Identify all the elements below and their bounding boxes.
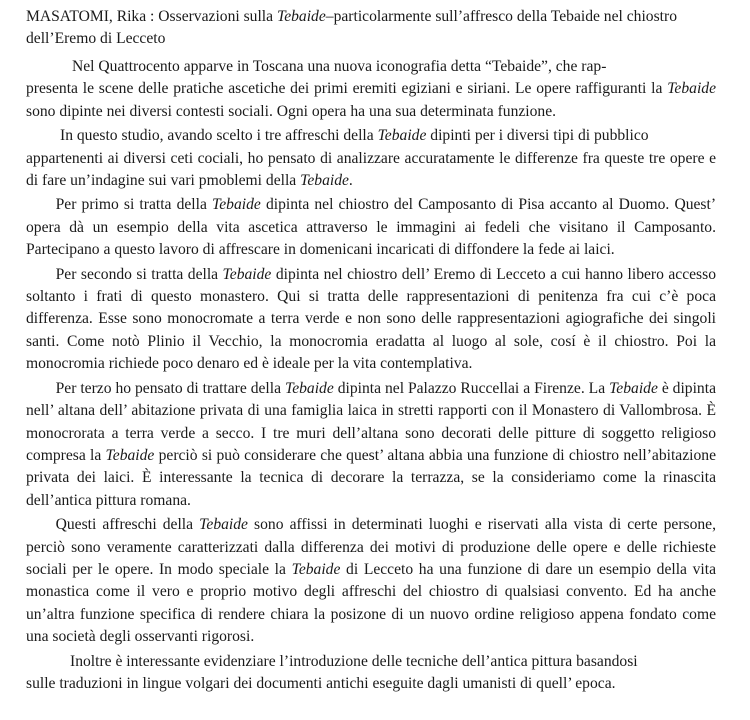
paragraph-6 xyxy=(26,514,716,648)
p2-text-b: dipinti per i diversi tipi di pubblico xyxy=(426,127,649,145)
title-suffix: –particolarmente sull’affresco della Tebaide nel chiostro dell’Eremo di Lecceto xyxy=(26,8,677,47)
p4-italic: Tebaide xyxy=(222,265,272,283)
title-separator: : xyxy=(146,8,159,25)
paragraph-3 xyxy=(26,194,716,261)
paragraph-2 xyxy=(26,125,716,192)
p4-text-b: dipinta nel chiostro dell’ Eremo di Lecceto a cui hanno libero accesso soltanto i frati di questo monastero. Qui si tratta delle rappresentazioni di penitenza fra cui c’è poca differenza. Esse sono monocromate a terra verde e non sono delle rappresentazioni agiografiche dei singoli santi. Come notò Plinio il Vecchio, la monocromia eradatta al luogo al sole, cosí è il chiostro. Poi la monocromia richiede poco denaro ed è ideale per la vita contemplativa. xyxy=(26,265,716,373)
author-name: MASATOMI, Rika xyxy=(26,8,147,25)
paragraph-4 xyxy=(26,264,716,376)
p5-italic-a: Tebaide xyxy=(284,379,334,397)
p2-text-d: . xyxy=(348,172,353,190)
p1-italic: Tebaide xyxy=(667,80,716,98)
p7-text-a: Inoltre è interessante evidenziare l’introduzione delle tecniche dell’antica pittura basandosi xyxy=(70,652,638,670)
p6-text-b: sono affissi in determinati luoghi e riservati alla vista di certe persone, perciò sono veramente caratterizzati dalla differenza dei motivi di produzione delle opere e delle richieste sociali per le opere. In modo speciale la xyxy=(26,516,716,578)
p3-italic: Tebaide xyxy=(212,196,261,214)
paragraph-5 xyxy=(26,378,716,512)
p6-text-a: Questi affreschi della xyxy=(55,516,200,534)
p1-tail xyxy=(26,78,716,123)
p5-text-a: Per terzo ho pensato di trattare della xyxy=(55,379,285,397)
title-italic: Tebaide xyxy=(276,8,326,25)
p6-italic-a: Tebaide xyxy=(199,516,248,534)
p2-text-c: appartenenti ai diversi ceti cociali, ho pensato di analizzare accuratamente le differenze fra queste tre opere e di fare un’indagine sui vari pmoblemi della xyxy=(26,149,716,190)
p6-italic-b: Tebaide xyxy=(291,560,341,578)
p5-italic-c: Tebaide xyxy=(105,446,155,464)
p3-text-a: Per primo si tratta della xyxy=(55,196,213,214)
article-title xyxy=(26,6,716,50)
p5-text-b: dipinta nel Palazzo Ruccellai a Firenze. La xyxy=(333,379,610,397)
p3-text-b: dipinta nel chiostro del Camposanto di Pisa accanto al Duomo. Quest’ opera dà un esempio della vita ascetica attraverso le immagini ai fedeli che visitano il Camposanto. Partecipano a questo lavoro di affrescare in domenicani incaricati di diffondere la fede ai laici. xyxy=(26,196,717,259)
p2-italic-a: Tebaide xyxy=(377,127,427,145)
paragraph-1 xyxy=(26,56,716,123)
p2-italic-c: Tebaide xyxy=(300,172,349,190)
paragraph-7 xyxy=(26,651,716,696)
p5-text-d: perciò si può considerare che quest’ altana abbia una funzione di chiostro nell’abitazione privata dei laici. È interessante la tecnica di decorare la terrazza, se la consideriamo come la rinascita dell’antica pittura romana. xyxy=(26,446,716,509)
title-prefix: Osservazioni sulla xyxy=(158,8,277,25)
p1-line-a: Nel Quattrocento apparve in Toscana una nuova iconografia detta “Tebaide”, che rap- xyxy=(72,58,607,75)
p6-text-c: di Lecceto ha una funzione di dare un esempio della vita monastica come il vero e proprio motivo degli affreschi del chiostro di qualsiasi convento. Ed ha anche un’altra funzione specifica di rendere chiara la posizone di un nuovo ordine religioso appena fondato come una società degli osservanti rigorosi. xyxy=(26,560,716,646)
p2-text-a: In questo studio, avando scelto i tre affreschi della xyxy=(60,127,378,145)
p1-text-b: presenta le scene delle pratiche ascetiche dei primi eremiti egiziani e siriani. Le opere raffiguranti la xyxy=(26,80,668,98)
p5-text-c: è dipinta nell’ altana dell’ abitazione privata di una famiglia laica in stretti rapporti con il Monastero di Vallombrosa. È monocrorata a terra verde a secco. I tre muri dell’altana sono decorati delle pitture di soggetto religioso compresa la xyxy=(26,379,716,464)
p7-text-b: sulle traduzioni in lingue volgari dei documenti antichi eseguite dagli umanisti di quell’ epoca. xyxy=(26,674,616,692)
p1-text-c: sono dipinte nei diversi contesti sociali. Ogni opera ha una sua determinata funzione. xyxy=(26,102,557,120)
p5-italic-b: Tebaide xyxy=(609,379,658,397)
p4-text-a: Per secondo si tratta della xyxy=(55,265,223,283)
p2-tail xyxy=(26,148,716,193)
